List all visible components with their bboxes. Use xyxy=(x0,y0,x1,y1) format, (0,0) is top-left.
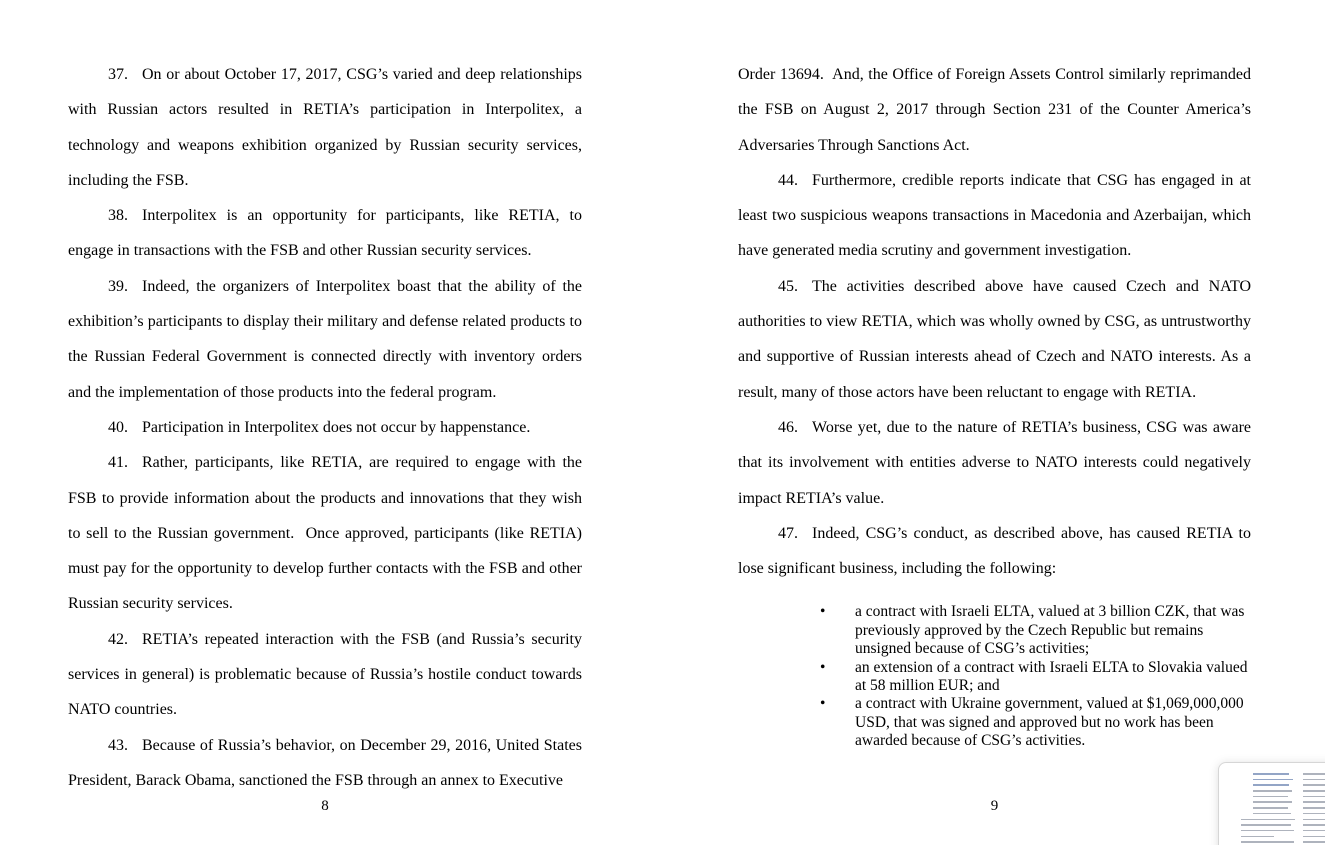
paragraph-text: Rather, participants, like RETIA, are required to engage with the FSB to provide information about the products and innovations that they wish to sell to the Russian government. Once approved, participants (like RETIA) must pay for the opportunity to develop further contacts with the FSB and other Russian security services. xyxy=(68,454,582,613)
loss-item-text: a contract with Ukraine government, valued at $1,069,000,000 USD, that was signed and approved but no work has been awarded because of CSG’s activities. xyxy=(855,695,1244,750)
thumbnail-text-line xyxy=(1253,790,1292,792)
paragraph-number: 47. xyxy=(778,524,798,542)
paragraph-45 xyxy=(738,269,1251,410)
thumbnail-text-line xyxy=(1241,830,1294,832)
paragraph-number: 37. xyxy=(108,66,128,83)
paragraph-38 xyxy=(68,198,582,269)
paragraph-text: Furthermore, credible reports indicate that CSG has engaged in at least two suspicious weapons transactions in Macedonia and Azerbaijan, which have generated media scrutiny and government investigation. xyxy=(738,171,1251,260)
paragraph-number: 46. xyxy=(778,418,798,436)
paragraph-number: 40. xyxy=(108,418,128,436)
page-9-body xyxy=(738,57,1251,586)
paragraph-continuation xyxy=(738,57,1251,163)
thumbnail-text-line xyxy=(1253,773,1289,775)
paragraph-41 xyxy=(68,445,582,621)
thumbnail-text-line xyxy=(1303,801,1325,803)
loss-item-text: a contract with Israeli ELTA, valued at 3 billion CZK, that was previously approved by the Czech Republic but remains unsigned because of CSG’s activities; xyxy=(855,603,1245,658)
thumbnail-text-line xyxy=(1253,784,1289,786)
thumbnail-text-line xyxy=(1253,796,1288,798)
thumbnail-left-column xyxy=(1241,773,1295,845)
paragraph-37 xyxy=(68,57,582,198)
paragraph-text: Participation in Interpolitex does not occur by happenstance. xyxy=(142,418,531,436)
paragraph-number: 41. xyxy=(108,454,128,472)
thumbnail-text-line xyxy=(1303,773,1325,775)
thumbnail-text-line xyxy=(1253,813,1291,815)
loss-item xyxy=(738,695,1251,750)
paragraph-text: Indeed, the organizers of Interpolitex boast that the ability of the exhibition’s participants to display their military and defense related products to the Russian Federal Government is connected directly with inventory orders and the implementation of those products into the federal program. xyxy=(68,277,582,401)
paragraph-text: Order 13694. And, the Office of Foreign Assets Control similarly reprimanded the FSB on August 2, 2017 through Section 231 of the Counter America’s Adversaries Through Sanctions Act. xyxy=(738,66,1251,154)
thumbnail-text-line xyxy=(1303,836,1325,838)
thumbnail-text-line xyxy=(1303,824,1325,826)
thumbnail-text-line xyxy=(1303,813,1325,815)
paragraph-42 xyxy=(68,622,582,728)
paragraph-text: On or about October 17, 2017, CSG’s varied and deep relationships with Russian actors resulted in RETIA’s participation in Interpolitex, a technology and weapons exhibition organized by Russian security services, including the FSB. xyxy=(68,66,582,189)
thumbnail-right-column xyxy=(1303,773,1325,845)
thumbnail-text-line xyxy=(1303,779,1325,781)
page-number-left: 8 xyxy=(321,798,329,814)
thumbnail-text-line xyxy=(1303,796,1325,798)
page-8-body xyxy=(68,57,582,798)
thumbnail-text-line xyxy=(1303,819,1325,821)
thumbnail-text-line xyxy=(1241,824,1291,826)
bullet-icon: • xyxy=(820,603,826,621)
paragraph-40 xyxy=(68,410,582,445)
paragraph-number: 42. xyxy=(108,630,128,648)
thumbnail-text-line xyxy=(1303,807,1325,809)
paragraph-text: The activities described above have caused Czech and NATO authorities to view RETIA, which was wholly owned by CSG, as untrustworthy and supportive of Russian interests ahead of Czech and NATO interests. As a result, many of those actors have been reluctant to engage with RETIA. xyxy=(738,277,1251,401)
thumbnail-text-line xyxy=(1241,836,1274,838)
paragraph-number: 39. xyxy=(108,277,128,295)
paragraph-44 xyxy=(738,163,1251,269)
paragraph-43 xyxy=(68,728,582,799)
loss-item-text: an extension of a contract with Israeli ELTA to Slovakia valued at 58 million EUR; and xyxy=(855,658,1248,695)
paragraph-text: RETIA’s repeated interaction with the FSB (and Russia’s security services in general) is problematic because of Russia’s hostile conduct towards NATO countries. xyxy=(68,630,582,719)
thumbnail-text-line xyxy=(1303,790,1325,792)
thumbnail-text-line xyxy=(1253,779,1293,781)
thumbnail-text-line xyxy=(1253,807,1288,809)
thumbnail-text-line xyxy=(1253,801,1292,803)
thumbnail-text-line xyxy=(1303,830,1325,832)
thumbnail-text-line xyxy=(1241,819,1295,821)
loss-item xyxy=(738,659,1251,696)
paragraph-number: 44. xyxy=(778,171,798,189)
thumbnail-text-line xyxy=(1303,784,1325,786)
paragraph-number: 43. xyxy=(108,736,128,754)
paragraph-text: Because of Russia’s behavior, on December 29, 2016, United States President, Barack Obama, sanctioned the FSB through an annex to Executive xyxy=(68,736,582,789)
losses-list xyxy=(738,603,1251,750)
bullet-icon: • xyxy=(820,658,826,676)
paragraph-47 xyxy=(738,516,1251,587)
thumbnail-text-line xyxy=(1303,841,1325,843)
paragraph-number: 45. xyxy=(778,277,798,295)
bullet-icon: • xyxy=(820,695,826,713)
paragraph-text: Worse yet, due to the nature of RETIA’s business, CSG was aware that its involvement with entities adverse to NATO interests could negatively impact RETIA’s value. xyxy=(738,418,1251,507)
paragraph-text: Indeed, CSG’s conduct, as described above, has caused RETIA to lose significant business, including the following: xyxy=(738,524,1251,578)
page-preview-thumbnail[interactable] xyxy=(1218,762,1325,845)
paragraph-text: Interpolitex is an opportunity for participants, like RETIA, to engage in transactions with the FSB and other Russian security services. xyxy=(68,207,582,260)
loss-item xyxy=(738,603,1251,658)
paragraph-39 xyxy=(68,269,582,410)
page-9 xyxy=(738,57,1251,845)
page-number-right: 9 xyxy=(990,798,999,814)
page-8 xyxy=(68,57,582,845)
paragraph-number: 38. xyxy=(108,207,128,225)
paragraph-46 xyxy=(738,410,1251,516)
thumbnail-text-line xyxy=(1241,841,1294,843)
